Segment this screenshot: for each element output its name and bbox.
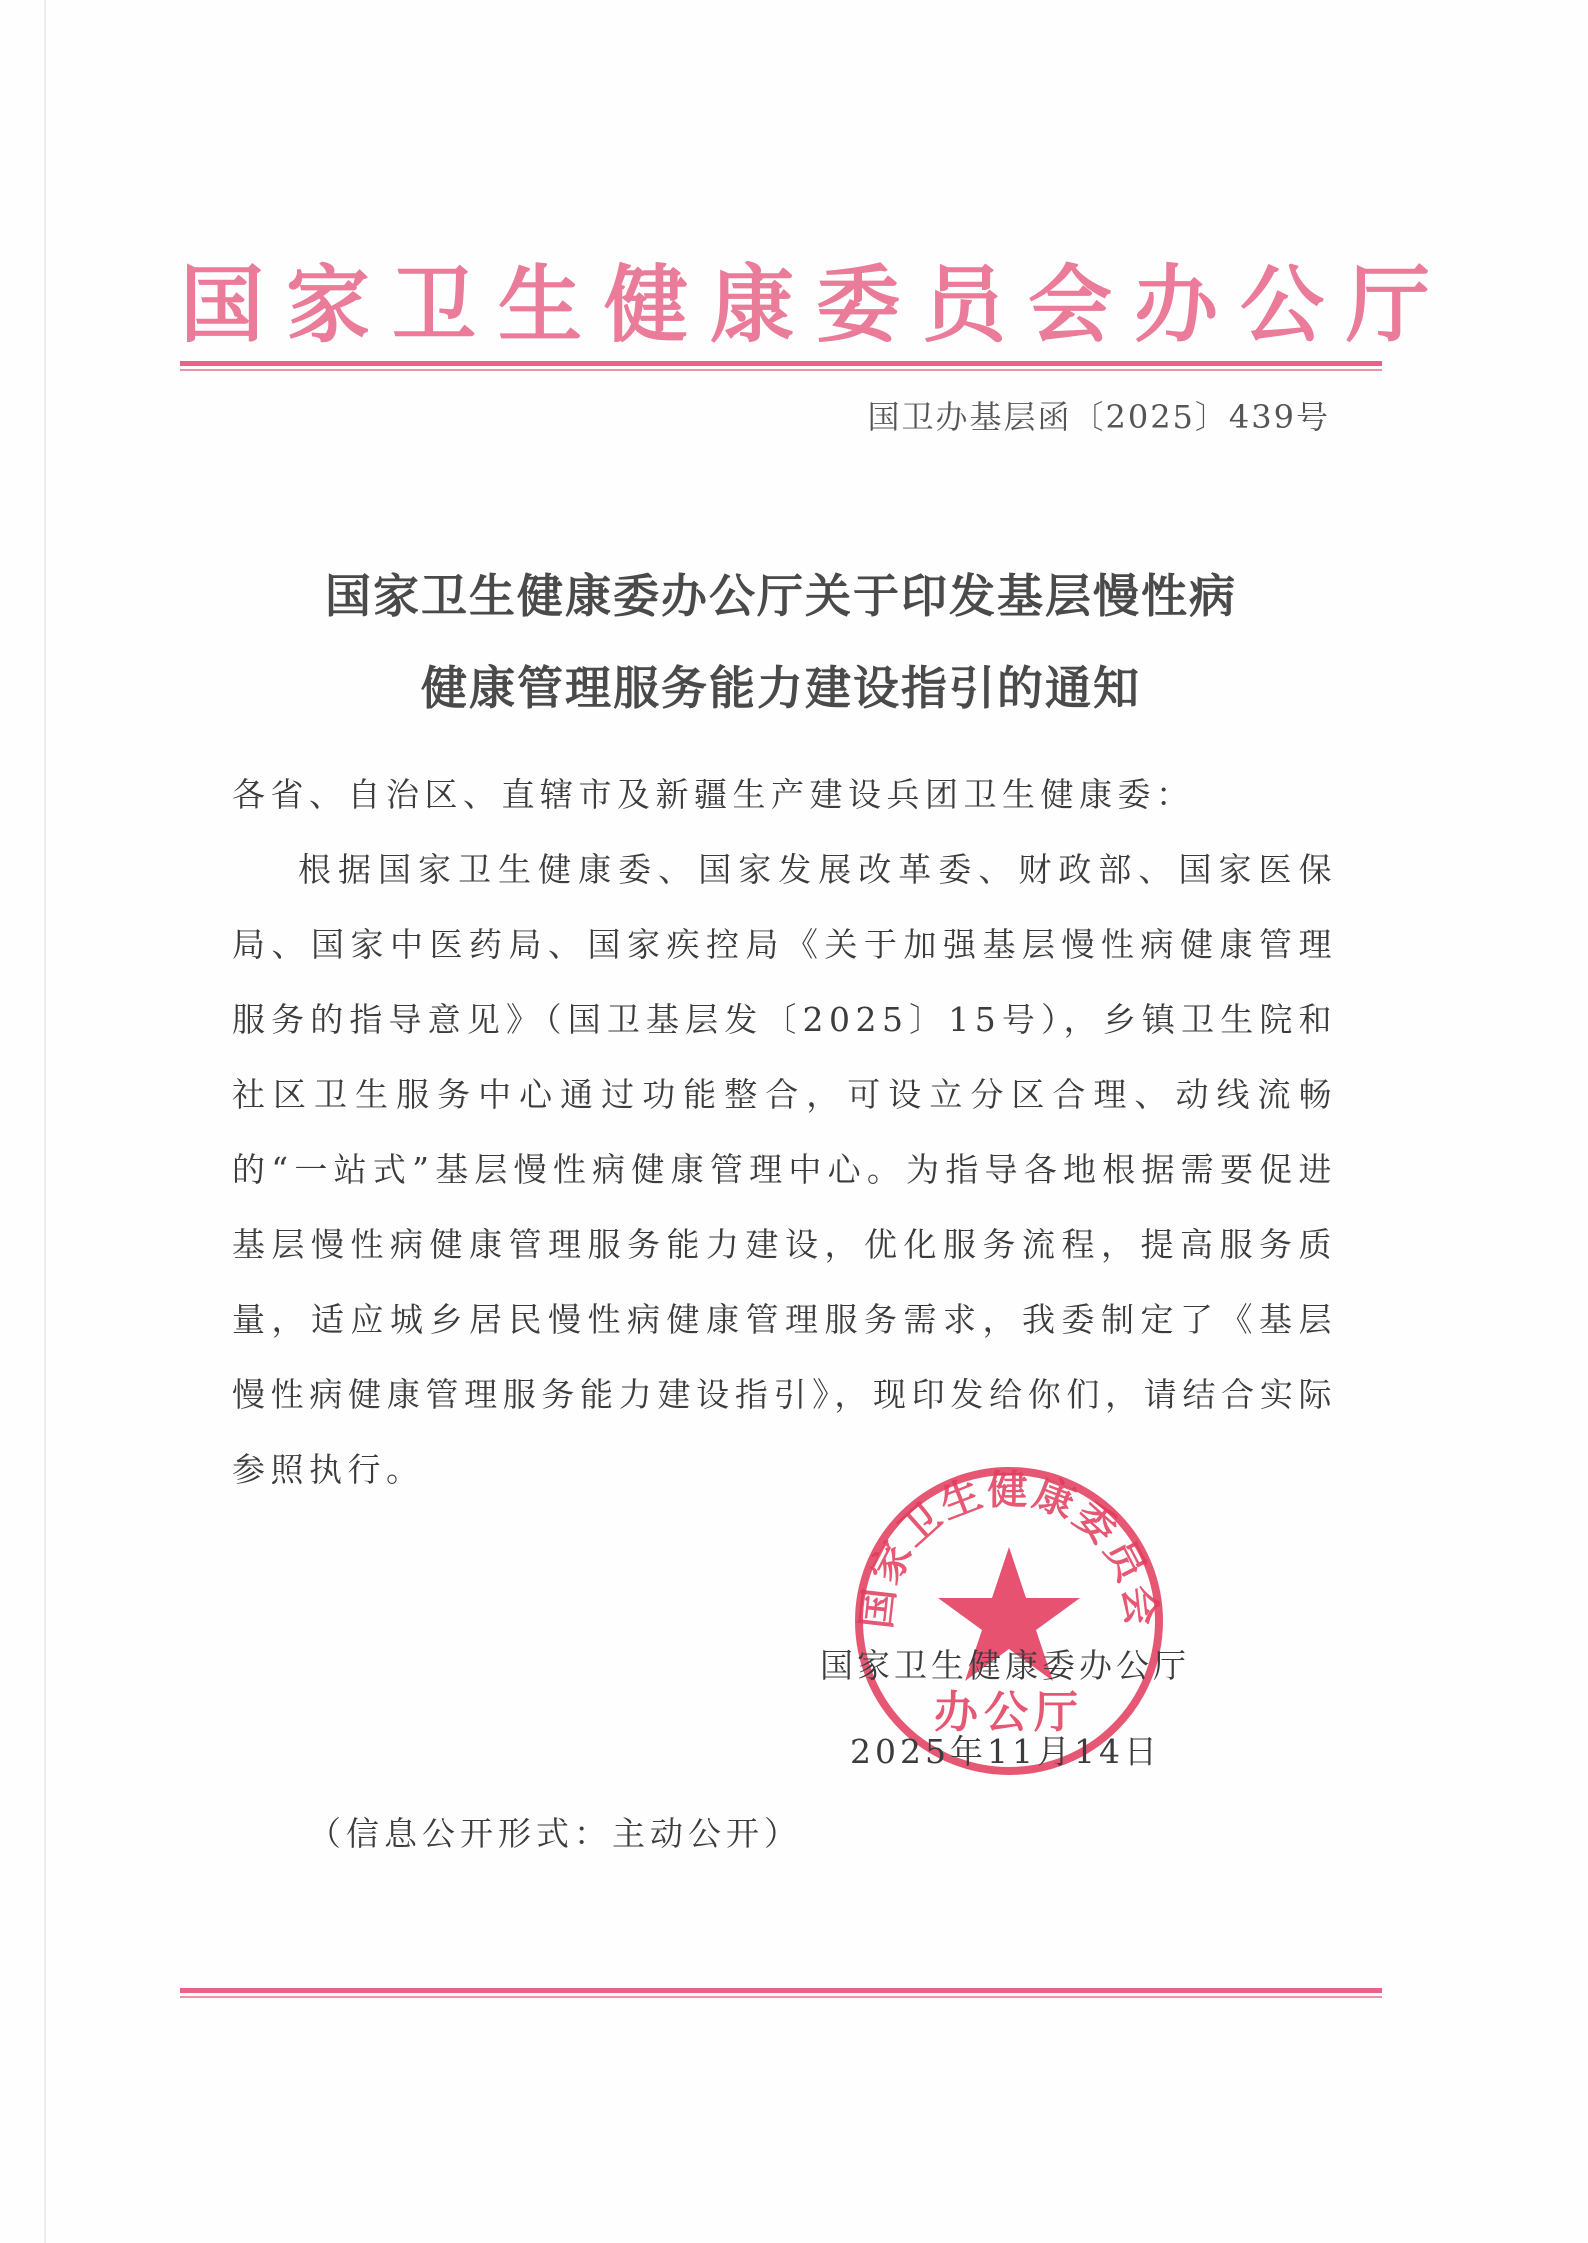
- salutation: 各省、自治区、直辖市及新疆生产建设兵团卫生健康委：: [232, 775, 1195, 814]
- seal-center-text: 办公厅: [934, 1687, 1084, 1738]
- footer-red-rule-thin: [180, 1996, 1382, 1998]
- header-red-rule-thin: [180, 369, 1382, 371]
- title-line-1: 国家卫生健康委办公厅关于印发基层慢性病: [325, 569, 1237, 623]
- title-line-2: 健康管理服务能力建设指引的通知: [421, 661, 1141, 715]
- seal-ring-text: 国家卫生健康委员会: [853, 1467, 1165, 1631]
- document-body: [232, 757, 1337, 1507]
- issue-date: 2025年11月14日: [850, 1732, 1161, 1771]
- disclosure-note: （信息公开形式：主动公开）: [308, 1814, 802, 1853]
- document-title: [180, 550, 1382, 734]
- document-number: 国卫办基层函〔2025〕439号: [867, 398, 1330, 436]
- footer-red-rule: [180, 1988, 1382, 1993]
- issuing-organization-header: 国家卫生健康委员会办公厅: [180, 256, 1453, 354]
- scan-edge: [44, 0, 46, 2243]
- issuer-signature: 国家卫生健康委办公厅: [820, 1646, 1190, 1685]
- body-paragraph: 根据国家卫生健康委、国家发展改革委、财政部、国家医保局、国家中医药局、国家疾控局《关于加强基层慢性病健康管理服务的指导意见》（国卫基层发〔2025〕15号），乡镇卫生院和社区卫生服务中心通过功能整合，可设立分区合理、动线流畅的“一站式”基层慢性病健康管理中心。为指导各地根据需要促进基层慢性病健康管理服务能力建设，优化服务流程，提高服务质量，适应城乡居民慢性病健康管理服务需求，我委制定了《基层慢性病健康管理服务能力建设指引》，现印发给你们，请结合实际参照执行。: [232, 850, 1337, 1489]
- header-red-rule: [180, 361, 1382, 366]
